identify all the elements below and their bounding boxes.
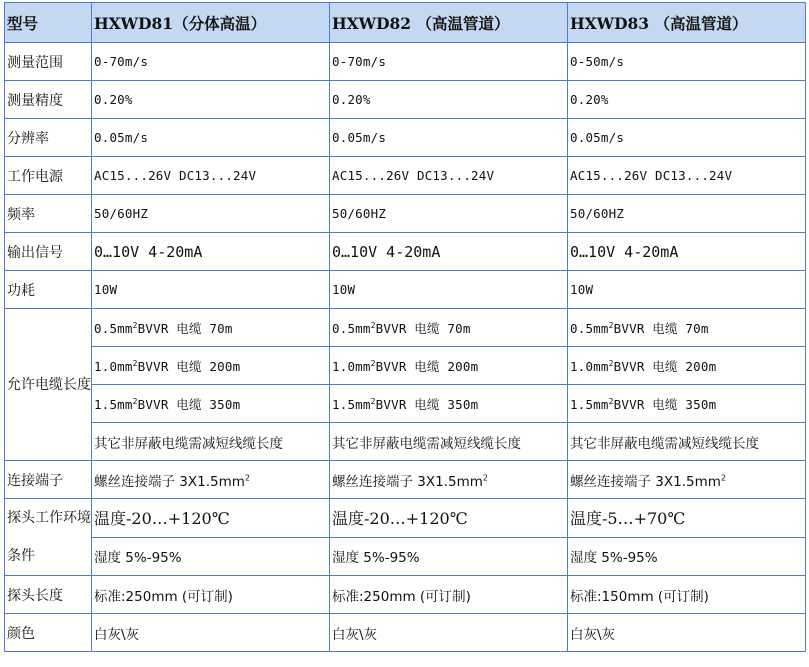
cable-spec-cell: $1.0mm^2BVVR$ 电缆 200m (92, 347, 330, 385)
cell-value: 50/60HZ (330, 195, 568, 233)
cell-value: 标准:150mm (可订制) (568, 576, 806, 614)
cell-value: 0.05m/s (92, 119, 330, 157)
cell-value: 0.20% (330, 81, 568, 119)
table-row (5, 423, 806, 461)
table-row (5, 576, 806, 614)
cable-label: 允许电缆长度 (7, 376, 91, 393)
row-label: 连接端子 (5, 461, 92, 499)
cell-value: 10W (330, 271, 568, 309)
cell-value: 0.20% (92, 81, 330, 119)
cable-note: 其它非屏蔽电缆需减短线缆长度 (568, 423, 806, 461)
table-row (5, 81, 806, 119)
header-model-2: HXWD82 （高温管道） (330, 3, 568, 43)
cell-value: 白灰\灰 (568, 614, 806, 652)
header-label: 型号 (5, 3, 92, 43)
cell-value: 标准:250mm (可订制) (330, 576, 568, 614)
temperature-cell: 温度-5…+70℃ (568, 499, 806, 538)
cable-spec-cell: $1.0mm^2BVVR$ 电缆 200m (330, 347, 568, 385)
cable-spec-cell: $0.5mm^2BVVR$ 电缆 70m (568, 309, 806, 347)
table-row (5, 385, 806, 423)
row-label: 频率 (5, 195, 92, 233)
row-label: 输出信号 (5, 233, 92, 271)
table-row (5, 157, 806, 195)
cable-spec-cell: $1.0mm^2BVVR$ 电缆 200m (568, 347, 806, 385)
table-row (5, 614, 806, 652)
cell-value: 10W (92, 271, 330, 309)
header-row (5, 3, 806, 43)
cell-value: AC15...26V DC13...24V (92, 157, 330, 195)
cable-spec-cell: $1.5mm^2BVVR$ 电缆 350m (330, 385, 568, 423)
humidity-cell: 湿度 5%-95% (92, 537, 330, 576)
row-label (5, 309, 92, 461)
row-label: 探头工作环境条件 (5, 499, 92, 576)
cable-spec-cell: $1.5mm^2BVVR$ 电缆 350m (92, 385, 330, 423)
header-model-1: HXWD81（分体高温） (92, 3, 330, 43)
cable-spec-cell: $0.5mm^2BVVR$ 电缆 70m (330, 309, 568, 347)
cell-value: 0-70m/s (92, 43, 330, 81)
table-row (5, 537, 806, 576)
cell-value: 0.05m/s (330, 119, 568, 157)
cell-value: AC15...26V DC13...24V (330, 157, 568, 195)
cell-value: 0.05m/s (568, 119, 806, 157)
cell-value: 0…10V 4-20mA (568, 233, 806, 271)
cell-value: 0.20% (568, 81, 806, 119)
row-label: 探头长度 (5, 576, 92, 614)
cell-value: 白灰\灰 (92, 614, 330, 652)
cell-value: 0…10V 4-20mA (92, 233, 330, 271)
spec-table (4, 2, 806, 652)
cell-value: 0-70m/s (330, 43, 568, 81)
row-label: 功耗 (5, 271, 92, 309)
cell-value: 50/60HZ (92, 195, 330, 233)
table-row (5, 499, 806, 538)
row-label: 工作电源 (5, 157, 92, 195)
header-model-3: HXWD83 （高温管道） (568, 3, 806, 43)
table-row (5, 43, 806, 81)
cable-note: 其它非屏蔽电缆需减短线缆长度 (330, 423, 568, 461)
humidity-cell: 湿度 5%-95% (568, 537, 806, 576)
cable-spec-cell: $1.5mm^2BVVR$ 电缆 350m (568, 385, 806, 423)
terminal-cell: 螺丝连接端子 $3X1.5mm^2$ (92, 461, 330, 499)
temperature-cell: 温度-20…+120℃ (330, 499, 568, 538)
temperature-cell: 温度-20…+120℃ (92, 499, 330, 538)
table-row (5, 233, 806, 271)
table-row (5, 309, 806, 347)
table-row (5, 271, 806, 309)
cell-value: 白灰\灰 (330, 614, 568, 652)
cell-value: AC15...26V DC13...24V (568, 157, 806, 195)
humidity-cell: 湿度 5%-95% (330, 537, 568, 576)
row-label: 颜色 (5, 614, 92, 652)
table-row (5, 461, 806, 499)
cell-value: 0-50m/s (568, 43, 806, 81)
cell-value: 0…10V 4-20mA (330, 233, 568, 271)
terminal-cell: 螺丝连接端子 $3X1.5mm^2$ (330, 461, 568, 499)
row-label: 测量范围 (5, 43, 92, 81)
terminal-cell: 螺丝连接端子 $3X1.5mm^2$ (568, 461, 806, 499)
cable-note: 其它非屏蔽电缆需减短线缆长度 (92, 423, 330, 461)
cell-value: 50/60HZ (568, 195, 806, 233)
row-label: 分辨率 (5, 119, 92, 157)
cell-value: 标准:250mm (可订制) (92, 576, 330, 614)
row-label: 测量精度 (5, 81, 92, 119)
table-row (5, 119, 806, 157)
table-row (5, 347, 806, 385)
cable-spec-cell: $0.5mm^2BVVR$ 电缆 70m (92, 309, 330, 347)
cell-value: 10W (568, 271, 806, 309)
table-row (5, 195, 806, 233)
